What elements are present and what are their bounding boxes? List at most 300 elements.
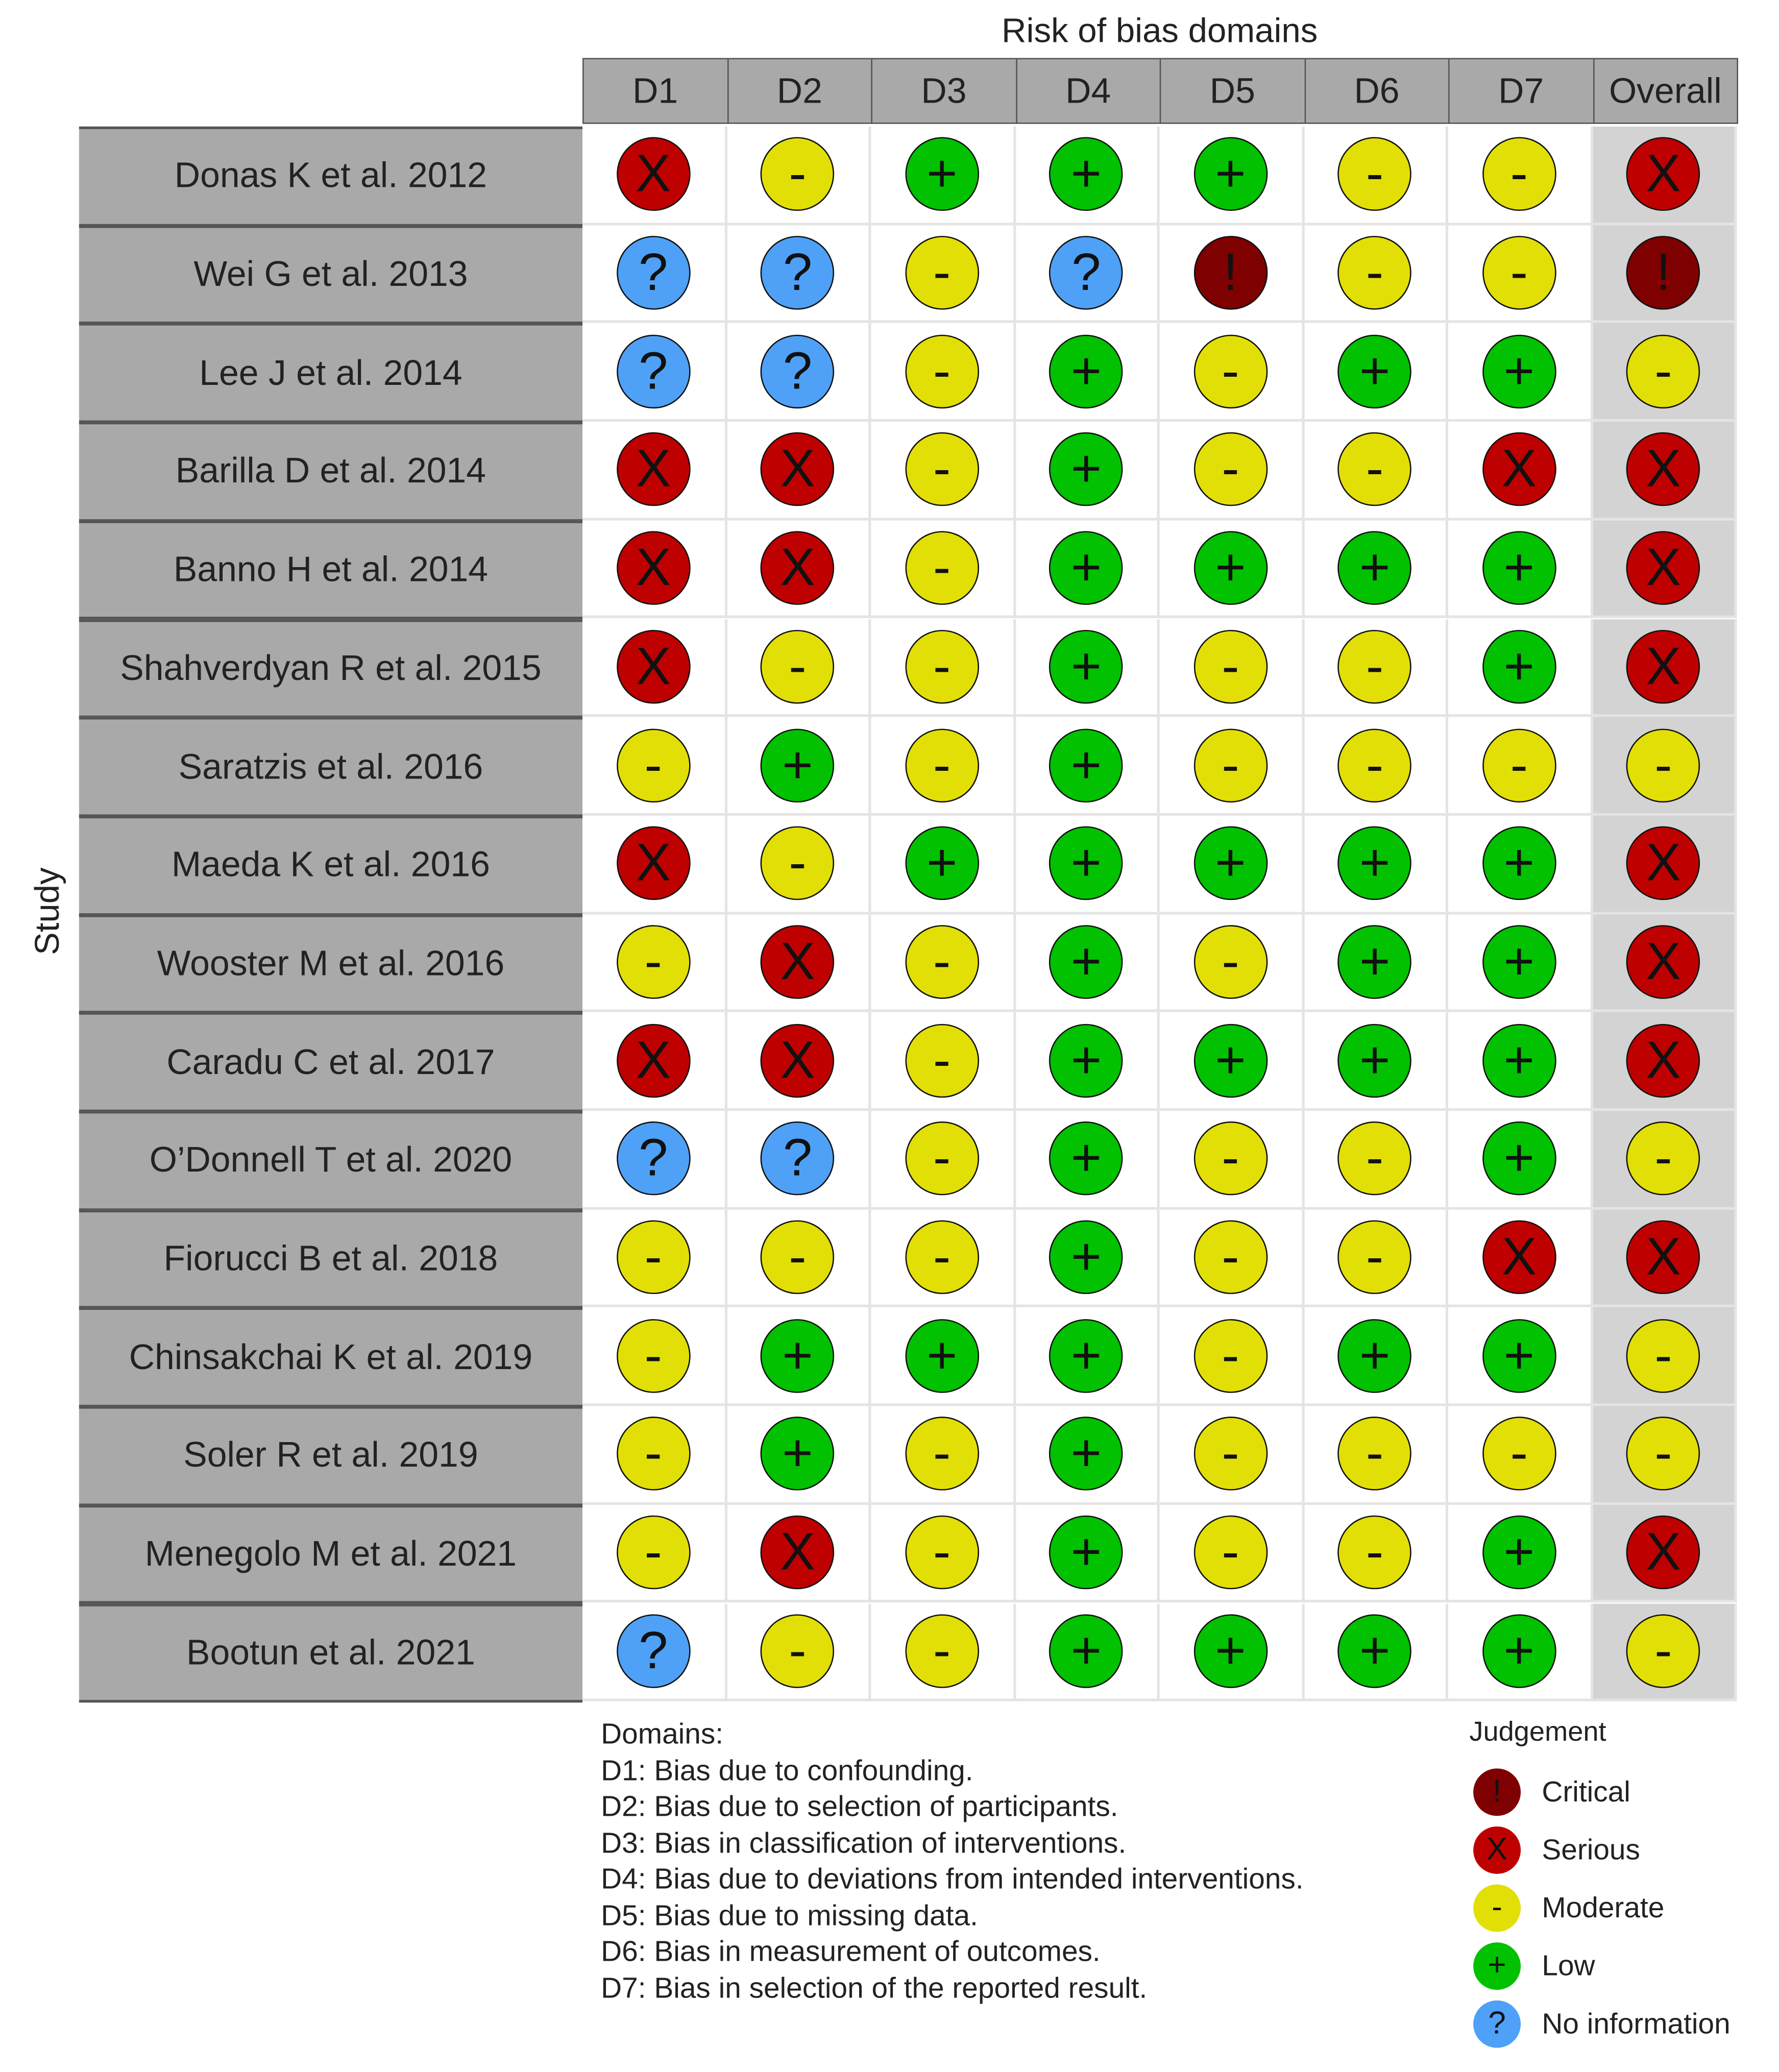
study-label: Barilla D et al. 2014 (79, 422, 582, 521)
moderate-judgement-icon: - (1193, 925, 1268, 999)
judgement-cell (727, 914, 871, 1013)
legend-label: Serious (1542, 1833, 1640, 1866)
judgement-cell (1593, 1012, 1737, 1111)
low-judgement-icon: + (1338, 1614, 1412, 1688)
judgement-cell (1304, 1406, 1448, 1505)
serious-judgement-icon: X (1626, 925, 1700, 999)
moderate-judgement-icon: - (761, 1614, 835, 1688)
noinfo-judgement-icon: ? (761, 1122, 835, 1196)
serious-judgement-icon: X (616, 531, 690, 605)
judgement-cell (727, 1012, 871, 1111)
judgement-cell (1015, 717, 1160, 816)
serious-judgement-icon: X (1626, 1516, 1700, 1590)
judgement-cell (1593, 520, 1737, 619)
serious-judgement-icon: X (616, 137, 690, 211)
serious-judgement-icon: X (761, 531, 835, 605)
judgement-cell (871, 1406, 1015, 1505)
moderate-judgement-icon: - (1626, 1319, 1700, 1393)
judgement-cell (1015, 1505, 1160, 1603)
judgement-cell (727, 225, 871, 324)
judgement-cell (871, 619, 1015, 717)
moderate-judgement-icon: - (1193, 433, 1268, 507)
judgement-cell (582, 619, 727, 717)
judgement-cell (1160, 619, 1304, 717)
noinfo-judgement-icon: ? (1050, 236, 1124, 310)
legend-item-low (1473, 1942, 1595, 1990)
judgement-cell (727, 1308, 871, 1406)
judgement-cell (1593, 914, 1737, 1013)
judgement-cell (582, 914, 727, 1013)
moderate-judgement-icon: - (1193, 630, 1268, 704)
study-label: Caradu C et al. 2017 (79, 1012, 582, 1112)
study-label: Chinsakchai K et al. 2019 (79, 1308, 582, 1407)
low-judgement-icon: + (1050, 1319, 1124, 1393)
judgement-cell (582, 225, 727, 324)
low-judgement-icon: + (1338, 1023, 1412, 1098)
moderate-judgement-icon: - (1626, 1417, 1700, 1491)
judgement-cell (1593, 1111, 1737, 1209)
judgement-cell (1593, 816, 1737, 914)
moderate-judgement-icon: - (1338, 1417, 1412, 1491)
noinfo-judgement-icon: ? (761, 236, 835, 310)
judgement-cell (1448, 127, 1593, 225)
low-judgement-icon: + (905, 137, 979, 211)
moderate-judgement-icon: - (616, 1319, 690, 1393)
judgement-cell (727, 1111, 871, 1209)
judgement-cell (1304, 619, 1448, 717)
judgement-cell (582, 520, 727, 619)
judgement-cell (1448, 225, 1593, 324)
low-judgement-icon: + (1050, 531, 1124, 605)
moderate-judgement-icon: - (905, 433, 979, 507)
domains-key (601, 1716, 1303, 2006)
low-judgement-icon: + (1050, 826, 1124, 900)
low-judgement-icon: + (1338, 1319, 1412, 1393)
judgement-cell (1593, 1308, 1737, 1406)
judgement-cell (1593, 717, 1737, 816)
judgement-cell (727, 1209, 871, 1308)
low-judgement-icon: + (1193, 137, 1268, 211)
judgement-cell (1304, 1012, 1448, 1111)
serious-judgement-icon: X (1482, 1221, 1556, 1295)
judgement-cell (871, 816, 1015, 914)
judgement-cell (1015, 619, 1160, 717)
judgement-cell (1160, 1406, 1304, 1505)
judgement-cell (1304, 323, 1448, 422)
low-judgement-icon: + (1193, 826, 1268, 900)
judgement-cell (871, 717, 1015, 816)
judgement-cell (1448, 1406, 1593, 1505)
judgement-cell (1160, 1505, 1304, 1603)
judgement-cell (582, 1308, 727, 1406)
study-label: Bootun et al. 2021 (79, 1603, 582, 1702)
judgement-cell (871, 422, 1015, 520)
domain-description: D4: Bias due to deviations from intended interventions. (601, 1862, 1304, 1895)
low-judgement-icon: + (1050, 433, 1124, 507)
low-legend-icon: + (1473, 1942, 1521, 1990)
column-header-d5: D5 (1160, 58, 1305, 124)
low-judgement-icon: + (1482, 1023, 1556, 1098)
moderate-legend-icon: - (1473, 1885, 1521, 1932)
judgement-cell (1448, 422, 1593, 520)
judgement-cell (727, 1406, 871, 1505)
moderate-judgement-icon: - (905, 334, 979, 408)
judgement-cell (871, 1111, 1015, 1209)
serious-judgement-icon: X (1626, 630, 1700, 704)
judgement-cell (871, 1308, 1015, 1406)
moderate-judgement-icon: - (616, 728, 690, 802)
moderate-judgement-icon: - (1482, 137, 1556, 211)
low-judgement-icon: + (1482, 826, 1556, 900)
low-judgement-icon: + (761, 1319, 835, 1393)
moderate-judgement-icon: - (905, 1122, 979, 1196)
judgement-cell (1160, 323, 1304, 422)
moderate-judgement-icon: - (616, 925, 690, 999)
low-judgement-icon: + (1482, 1319, 1556, 1393)
serious-judgement-icon: X (616, 1023, 690, 1098)
moderate-judgement-icon: - (905, 1516, 979, 1590)
legend-label: No information (1542, 2007, 1731, 2040)
study-label: Fiorucci B et al. 2018 (79, 1209, 582, 1309)
low-judgement-icon: + (1482, 531, 1556, 605)
y-axis-label: Study (27, 867, 67, 955)
judgement-cell (1015, 1406, 1160, 1505)
moderate-judgement-icon: - (761, 137, 835, 211)
serious-judgement-icon: X (616, 433, 690, 507)
judgement-cell (582, 816, 727, 914)
domain-description: D7: Bias in selection of the reported result. (601, 1970, 1148, 2004)
judgement-cell (1304, 1111, 1448, 1209)
study-label: Banno H et al. 2014 (79, 520, 582, 620)
study-label: Maeda K et al. 2016 (79, 816, 582, 915)
low-judgement-icon: + (761, 1417, 835, 1491)
critical-legend-icon: ! (1473, 1768, 1521, 1816)
judgement-cell (1160, 1111, 1304, 1209)
judgement-cell (582, 1406, 727, 1505)
judgement-cell (727, 422, 871, 520)
study-label: Wooster M et al. 2016 (79, 914, 582, 1014)
judgement-cell (1304, 1308, 1448, 1406)
moderate-judgement-icon: - (1338, 1122, 1412, 1196)
judgement-cell (871, 323, 1015, 422)
low-judgement-icon: + (1482, 1614, 1556, 1688)
chart-title: Risk of bias domains (1002, 10, 1318, 51)
study-label: Menegolo M et al. 2021 (79, 1505, 582, 1604)
judgement-cell (1593, 1209, 1737, 1308)
judgement-cell (871, 1012, 1015, 1111)
low-judgement-icon: + (1050, 137, 1124, 211)
moderate-judgement-icon: - (1626, 1122, 1700, 1196)
low-judgement-icon: + (1050, 1023, 1124, 1098)
column-header-d3: D3 (871, 58, 1016, 124)
judgement-cell (1448, 717, 1593, 816)
judgement-cell (727, 520, 871, 619)
judgement-cell (1593, 323, 1737, 422)
judgement-cell (1015, 323, 1160, 422)
moderate-judgement-icon: - (1338, 137, 1412, 211)
low-judgement-icon: + (1338, 531, 1412, 605)
moderate-judgement-icon: - (905, 236, 979, 310)
judgement-cell (1160, 1308, 1304, 1406)
judgement-cell (1593, 422, 1737, 520)
study-label: Soler R et al. 2019 (79, 1406, 582, 1506)
moderate-judgement-icon: - (1193, 1417, 1268, 1491)
judgement-cell (1160, 816, 1304, 914)
low-judgement-icon: + (1338, 334, 1412, 408)
judgement-cell (1160, 225, 1304, 324)
serious-judgement-icon: X (1626, 826, 1700, 900)
moderate-judgement-icon: - (905, 1023, 979, 1098)
judgement-cell (727, 323, 871, 422)
noinfo-judgement-icon: ? (761, 334, 835, 408)
judgement-cell (1160, 127, 1304, 225)
column-header-d6: D6 (1304, 58, 1449, 124)
domains-heading: Domains: (601, 1717, 724, 1750)
moderate-judgement-icon: - (1193, 334, 1268, 408)
judgement-cell (1304, 816, 1448, 914)
low-judgement-icon: + (1482, 334, 1556, 408)
judgement-cell (582, 422, 727, 520)
moderate-judgement-icon: - (1193, 1122, 1268, 1196)
noinfo-judgement-icon: ? (616, 1614, 690, 1688)
judgement-cell (1448, 323, 1593, 422)
judgement-cell (1015, 1209, 1160, 1308)
moderate-judgement-icon: - (1482, 236, 1556, 310)
judgement-cell (1448, 520, 1593, 619)
column-header-d1: D1 (582, 58, 728, 124)
judgement-cell (1304, 1505, 1448, 1603)
domain-description: D3: Bias in classification of interventions. (601, 1825, 1127, 1859)
judgement-cell (1448, 1012, 1593, 1111)
judgement-cell (1015, 520, 1160, 619)
judgement-cell (1304, 422, 1448, 520)
moderate-judgement-icon: - (616, 1516, 690, 1590)
judgement-cell (871, 127, 1015, 225)
study-label: O’Donnell T et al. 2020 (79, 1111, 582, 1210)
serious-judgement-icon: X (1626, 1023, 1700, 1098)
moderate-judgement-icon: - (1626, 1614, 1700, 1688)
serious-judgement-icon: X (616, 826, 690, 900)
judgement-cell (1304, 914, 1448, 1013)
low-judgement-icon: + (1050, 728, 1124, 802)
low-judgement-icon: + (1050, 1417, 1124, 1491)
judgement-cell (1593, 127, 1737, 225)
moderate-judgement-icon: - (1482, 1417, 1556, 1491)
judgement-cell (871, 914, 1015, 1013)
low-judgement-icon: + (1193, 1023, 1268, 1098)
moderate-judgement-icon: - (1193, 1516, 1268, 1590)
moderate-judgement-icon: - (761, 826, 835, 900)
judgement-cell (727, 1505, 871, 1603)
judgement-cell (727, 816, 871, 914)
judgement-cell (1160, 717, 1304, 816)
moderate-judgement-icon: - (905, 1614, 979, 1688)
noinfo-judgement-icon: ? (616, 236, 690, 310)
judgement-cell (1593, 619, 1737, 717)
moderate-judgement-icon: - (1626, 334, 1700, 408)
low-judgement-icon: + (1050, 630, 1124, 704)
serious-judgement-icon: X (1626, 433, 1700, 507)
judgement-cell (1015, 422, 1160, 520)
judgement-cell (1015, 1012, 1160, 1111)
moderate-judgement-icon: - (1338, 630, 1412, 704)
judgement-cell (1304, 225, 1448, 324)
judgement-cell (1304, 1209, 1448, 1308)
serious-judgement-icon: X (761, 1516, 835, 1590)
judgement-cell (582, 127, 727, 225)
serious-judgement-icon: X (1626, 531, 1700, 605)
judgement-cell (1015, 1603, 1160, 1701)
judgement-cell (1160, 1603, 1304, 1701)
moderate-judgement-icon: - (1193, 1221, 1268, 1295)
judgement-cell (1448, 1505, 1593, 1603)
judgement-cell (582, 323, 727, 422)
judgement-cell (582, 717, 727, 816)
serious-judgement-icon: X (761, 1023, 835, 1098)
moderate-judgement-icon: - (1626, 728, 1700, 802)
moderate-judgement-icon: - (1338, 1221, 1412, 1295)
noinfo-judgement-icon: ? (616, 1122, 690, 1196)
serious-judgement-icon: X (1482, 433, 1556, 507)
judgement-cell (582, 1209, 727, 1308)
serious-judgement-icon: X (1626, 1221, 1700, 1295)
serious-judgement-icon: X (761, 925, 835, 999)
study-label: Saratzis et al. 2016 (79, 717, 582, 817)
low-judgement-icon: + (1050, 1122, 1124, 1196)
moderate-judgement-icon: - (1338, 433, 1412, 507)
low-judgement-icon: + (1193, 1614, 1268, 1688)
judgement-cell (1448, 914, 1593, 1013)
judgement-cell (727, 619, 871, 717)
domain-description: D1: Bias due to confounding. (601, 1753, 973, 1787)
judgement-cell (1015, 914, 1160, 1013)
study-label: Wei G et al. 2013 (79, 225, 582, 325)
judgement-cell (1015, 816, 1160, 914)
noinfo-legend-icon: ? (1473, 2001, 1521, 2048)
judgement-cell (871, 520, 1015, 619)
column-header-d7: D7 (1448, 58, 1594, 124)
noinfo-judgement-icon: ? (616, 334, 690, 408)
legend-label: Moderate (1542, 1891, 1665, 1924)
moderate-judgement-icon: - (1338, 1516, 1412, 1590)
domain-description: D5: Bias due to missing data. (601, 1898, 978, 1932)
moderate-judgement-icon: - (1338, 728, 1412, 802)
judgement-cell (1015, 225, 1160, 324)
legend-label: Low (1542, 1949, 1595, 1982)
low-judgement-icon: + (1338, 826, 1412, 900)
low-judgement-icon: + (1050, 925, 1124, 999)
low-judgement-icon: + (1482, 1122, 1556, 1196)
low-judgement-icon: + (761, 728, 835, 802)
judgement-cell (871, 225, 1015, 324)
moderate-judgement-icon: - (905, 531, 979, 605)
moderate-judgement-icon: - (761, 630, 835, 704)
judgement-cell (1593, 1603, 1737, 1701)
legend-title: Judgement (1469, 1717, 1606, 1748)
low-judgement-icon: + (1050, 334, 1124, 408)
judgement-cell (1448, 1308, 1593, 1406)
judgement-cell (582, 1012, 727, 1111)
judgement-cell (1015, 127, 1160, 225)
low-judgement-icon: + (1482, 630, 1556, 704)
judgement-cell (1160, 422, 1304, 520)
judgement-cell (1160, 1209, 1304, 1308)
moderate-judgement-icon: - (1193, 1319, 1268, 1393)
low-judgement-icon: + (1482, 925, 1556, 999)
low-judgement-icon: + (1050, 1221, 1124, 1295)
serious-legend-icon: X (1473, 1826, 1521, 1874)
judgement-cell (582, 1505, 727, 1603)
low-judgement-icon: + (1050, 1614, 1124, 1688)
judgement-cell (1593, 1505, 1737, 1603)
legend-item-critical (1473, 1768, 1630, 1816)
judgement-cell (1448, 1603, 1593, 1701)
judgement-cell (1304, 127, 1448, 225)
moderate-judgement-icon: - (905, 728, 979, 802)
serious-judgement-icon: X (616, 630, 690, 704)
moderate-judgement-icon: - (1338, 236, 1412, 310)
moderate-judgement-icon: - (761, 1221, 835, 1295)
low-judgement-icon: + (1482, 1516, 1556, 1590)
low-judgement-icon: + (1050, 1516, 1124, 1590)
judgement-cell (1448, 1111, 1593, 1209)
legend-label: Critical (1542, 1775, 1630, 1808)
judgement-cell (582, 1603, 727, 1701)
low-judgement-icon: + (1338, 925, 1412, 999)
judgement-cell (1015, 1308, 1160, 1406)
moderate-judgement-icon: - (905, 1221, 979, 1295)
study-label: Lee J et al. 2014 (79, 323, 582, 423)
judgement-cell (727, 127, 871, 225)
low-judgement-icon: + (905, 1319, 979, 1393)
critical-judgement-icon: ! (1193, 236, 1268, 310)
judgement-cell (1304, 520, 1448, 619)
domain-description: D6: Bias in measurement of outcomes. (601, 1934, 1101, 1968)
low-judgement-icon: + (1193, 531, 1268, 605)
judgement-cell (1015, 1111, 1160, 1209)
judgement-cell (871, 1209, 1015, 1308)
moderate-judgement-icon: - (905, 1417, 979, 1491)
judgement-cell (1593, 1406, 1737, 1505)
study-label: Donas K et al. 2012 (79, 127, 582, 226)
column-header-d2: D2 (727, 58, 872, 124)
judgement-cell (1160, 520, 1304, 619)
judgement-cell (1448, 1209, 1593, 1308)
serious-judgement-icon: X (1626, 137, 1700, 211)
serious-judgement-icon: X (761, 433, 835, 507)
low-judgement-icon: + (905, 826, 979, 900)
judgement-cell (871, 1603, 1015, 1701)
judgement-cell (727, 717, 871, 816)
judgement-cell (1593, 225, 1737, 324)
moderate-judgement-icon: - (905, 925, 979, 999)
column-header-d4: D4 (1015, 58, 1161, 124)
judgement-cell (1160, 914, 1304, 1013)
judgement-cell (582, 1111, 727, 1209)
judgement-cell (1304, 717, 1448, 816)
judgement-cell (1448, 619, 1593, 717)
judgement-cell (727, 1603, 871, 1701)
legend-item-moderate (1473, 1885, 1664, 1932)
legend-item-noinfo (1473, 2001, 1731, 2048)
legend-item-serious (1473, 1826, 1640, 1874)
moderate-judgement-icon: - (905, 630, 979, 704)
domain-description: D2: Bias due to selection of participants. (601, 1789, 1118, 1823)
moderate-judgement-icon: - (1193, 728, 1268, 802)
judgement-cell (1448, 816, 1593, 914)
moderate-judgement-icon: - (1482, 728, 1556, 802)
study-label: Shahverdyan R et al. 2015 (79, 619, 582, 718)
